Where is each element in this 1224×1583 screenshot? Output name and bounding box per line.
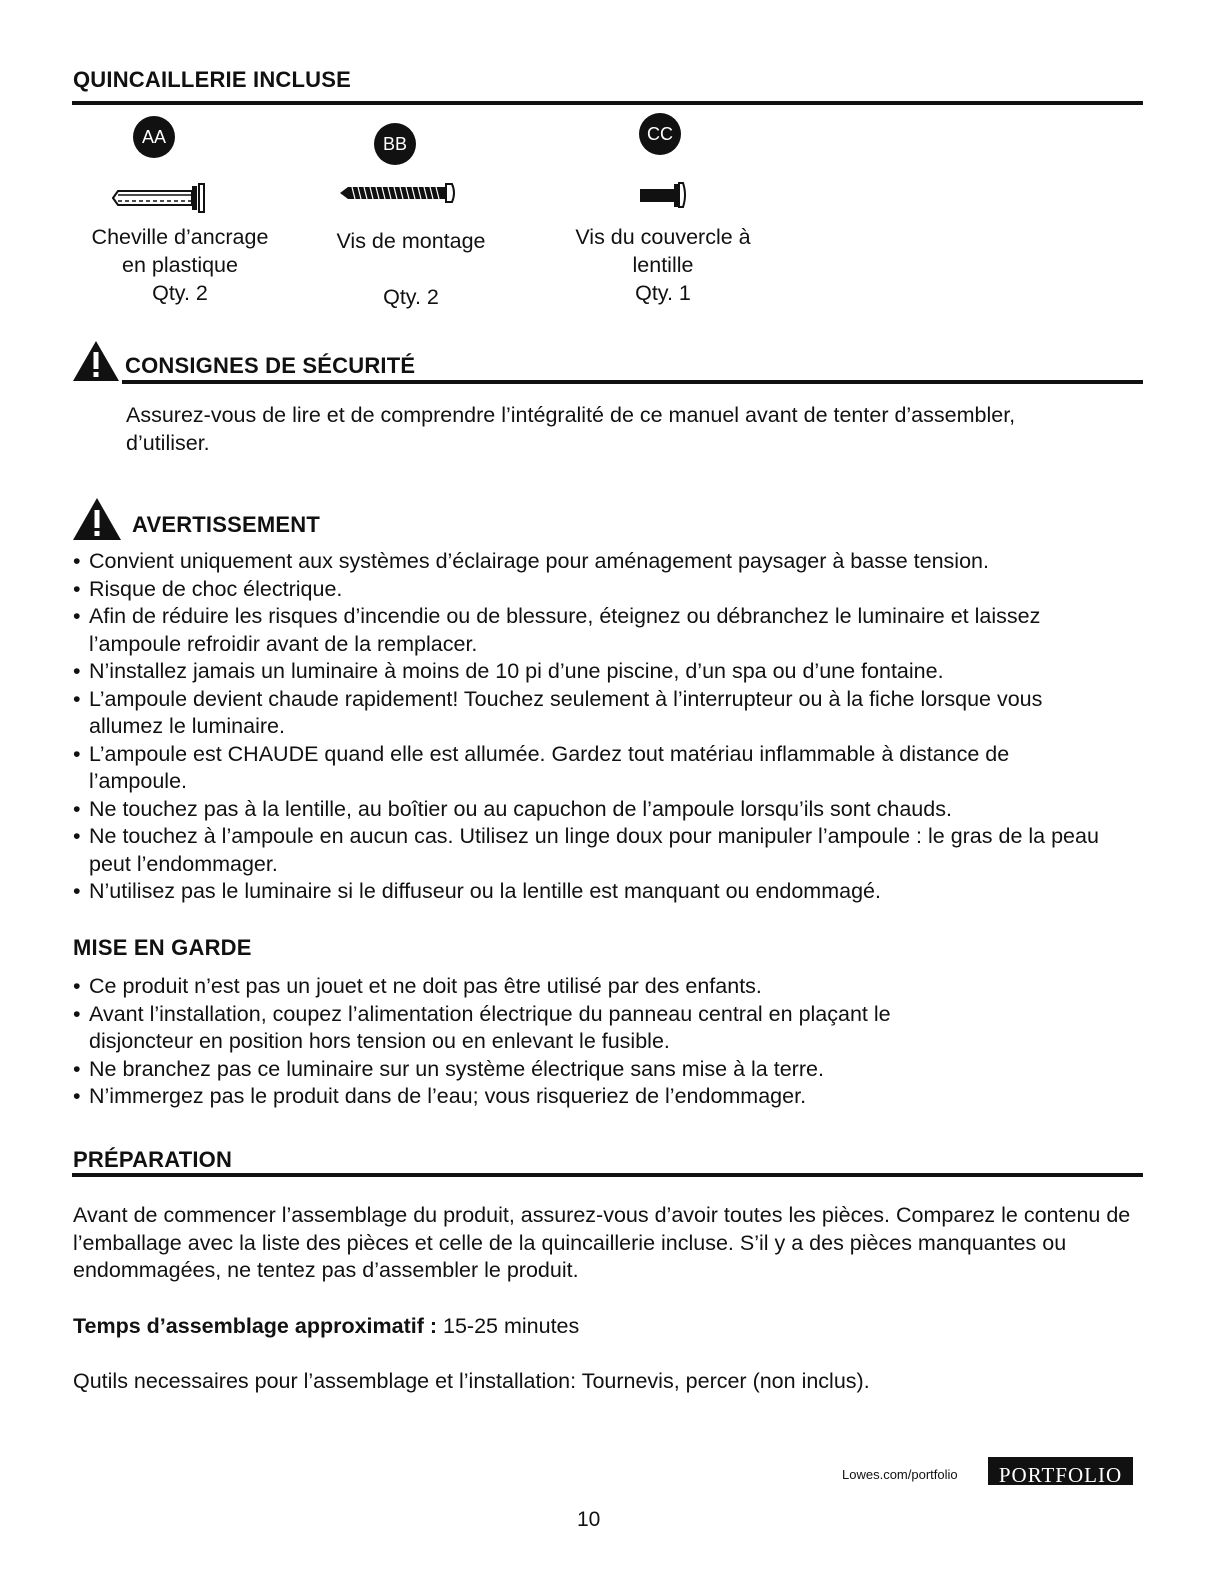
safety-text: [126, 402, 1136, 457]
warning-item: • Ne touchez pas à la lentille, au boîtier ou au capuchon de l’ampoule lorsqu’ils sont chauds.: [72, 796, 1107, 824]
warning-item: • Risque de choc électrique.: [72, 576, 1107, 604]
tools-needed: Qutils necessaires pour l’assemblage et l’installation: Tournevis, percer (non inclus).: [73, 1369, 870, 1393]
footer-url: Lowes.com/portfolio: [842, 1467, 958, 1482]
warning-item: • Convient uniquement aux systèmes d’éclairage pour aménagement paysager à basse tension.: [72, 548, 1107, 576]
warning-item: • Afin de réduire les risques d’incendie ou de blessure, éteignez ou débranchez le luminaire et laissez l’ampoule refroidir avant de la remplacer.: [72, 603, 1107, 658]
mounting-screw-icon: [338, 182, 458, 204]
safety-text-line2: d’utiliser.: [126, 430, 210, 455]
caution-item: • Ce produit n’est pas un jouet et ne doit pas être utilisé par des enfants.: [72, 973, 992, 1001]
badge-aa: AA: [133, 116, 175, 158]
safety-title: CONSIGNES DE SÉCURITÉ: [125, 353, 416, 378]
assembly-time: [73, 1313, 1073, 1341]
warning-item: • N’utilisez pas le luminaire si le diffuseur ou la lentille est manquant ou endommagé.: [72, 878, 1107, 906]
warning-triangle-icon: [72, 340, 120, 382]
caution-list: [72, 973, 992, 1111]
warning-list: [72, 548, 1107, 906]
caution-item: • Ne branchez pas ce luminaire sur un système électrique sans mise à la terre.: [72, 1056, 992, 1084]
safety-text-line1: Assurez-vous de lire et de comprendre l’intégralité de ce manuel avant de tenter d’assembler,: [126, 403, 1016, 427]
part-cc-label: [543, 223, 783, 307]
plastic-anchor-icon: [112, 183, 206, 213]
part-cc-name-line2: lentille: [632, 253, 694, 277]
warning-item: • N’installez jamais un luminaire à moins de 10 pi d’une piscine, d’un spa ou d’une fontaine.: [72, 658, 1107, 686]
part-aa-label: [62, 223, 298, 307]
warning-item: • L’ampoule est CHAUDE quand elle est allumée. Gardez tout matériau inflammable à distance de l’ampoule.: [72, 741, 1107, 796]
warning-title: AVERTISSEMENT: [132, 512, 320, 537]
caution-title: MISE EN GARDE: [73, 935, 252, 960]
hardware-title: QUINCAILLERIE INCLUSE: [73, 67, 351, 92]
preparation-rule: [72, 1173, 1143, 1177]
assembly-time-value: 15-25 minutes: [443, 1314, 580, 1338]
part-aa-name-line2: en plastique: [122, 253, 238, 277]
warning-item: • Ne touchez à l’ampoule en aucun cas. Utilisez un linge doux pour manipuler l’ampoule : le gras de la peau peut l’endommager.: [72, 823, 1107, 878]
page-number: 10: [577, 1508, 601, 1531]
safety-rule: [122, 380, 1143, 384]
caution-item: • N’immergez pas le produit dans de l’eau; vous risqueriez de l’endommager.: [72, 1083, 992, 1111]
preparation-paragraph: Avant de commencer l’assemblage du produit, assurez-vous d’avoir toutes les pièces. Comparez le contenu de l’emballage avec la liste des pièces et celle de la quincaillerie incluse. S’il y a des pièces manquantes ou endommagées, ne tentez pas d’assembler le produit.: [73, 1203, 1131, 1282]
lens-cover-screw-icon: [638, 181, 688, 209]
part-bb-name: Vis de montage: [336, 229, 486, 253]
portfolio-logo: PORTFOLIO: [988, 1457, 1133, 1485]
assembly-time-label: Temps d’assemblage approximatif :: [73, 1314, 438, 1338]
warning-item: • L’ampoule devient chaude rapidement! Touchez seulement à l’interrupteur ou à la fiche lorsque vous allumez le luminaire.: [72, 686, 1107, 741]
part-aa-name-line1: Cheville d’ancrage: [91, 225, 269, 249]
part-bb-qty: Qty. 2: [383, 285, 439, 309]
badge-bb: BB: [374, 123, 416, 165]
part-aa-qty: Qty. 2: [152, 281, 208, 305]
part-cc-qty: Qty. 1: [635, 281, 691, 305]
part-cc-name-line1: Vis du couvercle à: [575, 225, 751, 249]
warning-triangle-icon: [72, 497, 122, 541]
caution-item: • Avant l’installation, coupez l’alimentation électrique du panneau central en plaçant le disjoncteur en position hors tension ou en enlevant le fusible.: [72, 1001, 992, 1056]
hardware-rule: [72, 101, 1143, 105]
preparation-title: PRÉPARATION: [73, 1147, 233, 1172]
part-bb-label: [302, 227, 520, 311]
badge-cc: CC: [639, 113, 681, 155]
